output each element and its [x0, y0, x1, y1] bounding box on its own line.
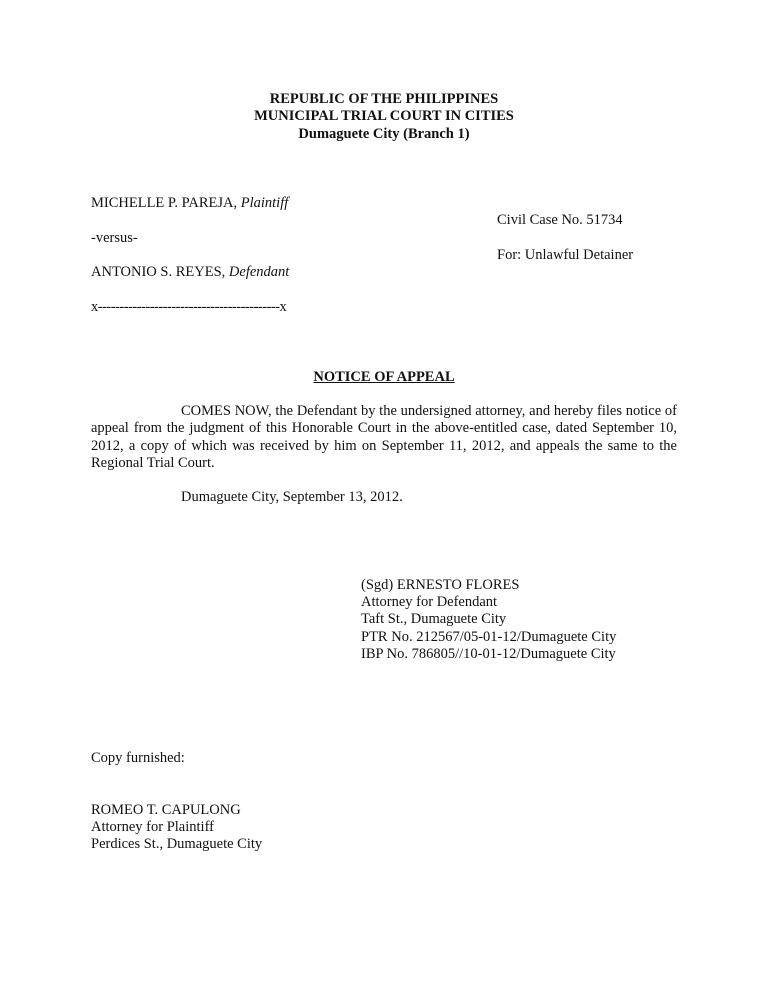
document-title: NOTICE OF APPEAL — [313, 369, 455, 385]
ptr-number: PTR No. 212567/05-01-12/Dumaguete City — [361, 629, 617, 645]
body-paragraph: COMES NOW, the Defendant by the undersigned attorney, and hereby files notice of appeal from the judgment of this Honorable Court in the above-entitled case, dated September 10, 2012, a copy of which was received by him on September 11, 2012, and appeals the same to the Regional Trial Court. — [91, 403, 677, 471]
header-branch: Dumaguete City (Branch 1) — [298, 126, 470, 142]
recipient-role: Attorney for Plaintiff — [91, 819, 214, 835]
defendant-role: Defendant — [228, 264, 290, 280]
defendant-line — [91, 264, 289, 281]
plaintiff-role: Plaintiff — [240, 195, 289, 211]
signatory-name: (Sgd) ERNESTO FLORES — [361, 577, 520, 593]
case-nature: For: Unlawful Detainer — [497, 247, 634, 263]
signatory-address: Taft St., Dumaguete City — [361, 611, 507, 627]
ibp-number: IBP No. 786805//10-01-12/Dumaguete City — [361, 646, 616, 662]
plaintiff-line — [91, 195, 288, 212]
place-date: Dumaguete City, September 13, 2012. — [181, 489, 403, 505]
header-court: MUNICIPAL TRIAL COURT IN CITIES — [254, 108, 514, 124]
copy-furnished-label: Copy furnished: — [91, 750, 185, 766]
plaintiff-name: MICHELLE P. PAREJA, — [91, 195, 241, 211]
header-republic: REPUBLIC OF THE PHILIPPINES — [269, 91, 499, 107]
recipient-address: Perdices St., Dumaguete City — [91, 836, 263, 852]
signatory-role: Attorney for Defendant — [361, 594, 498, 610]
case-number: Civil Case No. 51734 — [497, 212, 623, 228]
recipient-name: ROMEO T. CAPULONG — [91, 802, 241, 818]
defendant-name: ANTONIO S. REYES, — [91, 264, 229, 280]
versus-text: -versus- — [91, 230, 138, 246]
caption-separator: x------------------------------------------x — [91, 299, 287, 315]
